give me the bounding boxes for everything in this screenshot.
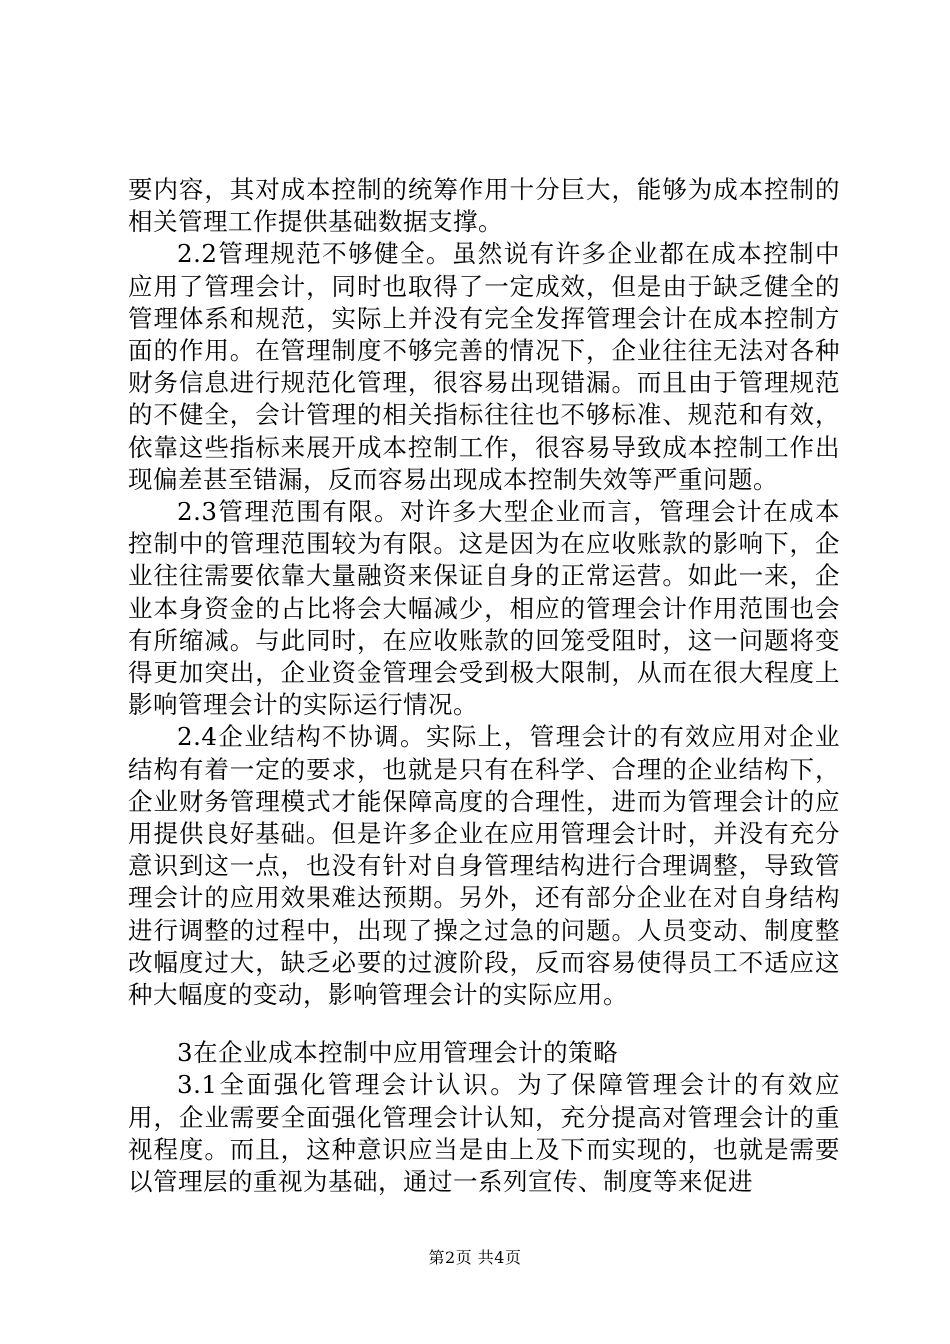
section-heading-3: 3在企业成本控制中应用管理会计的策略 [177,1038,619,1068]
paragraph-3-1: 3.1全面强化管理会计认识。为了保障管理会计的有效应用，企业需要全面强化管理会计认知，充分提高对管理会计的重视程度。而且，这种意识应当是由上及下而实现的，也就是需要以管理层的重视为基础，通过一系列宣传、制度等来促进 [128,1070,840,1197]
document-body [128,174,840,1198]
paragraph-continuation: 要内容，其对成本控制的统筹作用十分巨大，能够为成本控制的相关管理工作提供基础数据支撑。 [128,175,840,237]
page-footer: 第2页 共4页 [428,1248,522,1267]
paragraph-2-4: 2.4企业结构不协调。实际上，管理会计的有效应用对企业结构有着一定的要求，也就是只有在科学、合理的企业结构下，企业财务管理模式才能保障高度的合理性，进而为管理会计的应用提供良好基础。但是许多企业在应用管理会计时，并没有充分意识到这一点，也没有针对自身管理结构进行合理调整，导致管理会计的应用效果难达预期。另外，还有部分企业在对自身结构进行调整的过程中，出现了操之过急的问题。人员变动、制度整改幅度过大，缺乏必要的过渡阶段，反而容易使得员工不适应这种大幅度的变动，影响管理会计的实际应用。 [128,722,840,1010]
paragraph-2-2: 2.2管理规范不够健全。虽然说有许多企业都在成本控制中应用了管理会计，同时也取得了一定成效，但是由于缺乏健全的管理体系和规范，实际上并没有完全发挥管理会计在成本控制方面的作用。在管理制度不够完善的情况下，企业往往无法对各种财务信息进行规范化管理，很容易出现错漏。而且由于管理规范的不健全，会计管理的相关指标往往也不够标准、规范和有效，依靠这些指标来展开成本控制工作，很容易导致成本控制工作出现偏差甚至错漏，反而容易出现成本控制失效等严重问题。 [128,239,840,494]
paragraph-2-3: 2.3管理范围有限。对许多大型企业而言，管理会计在成本控制中的管理范围较为有限。这是因为在应收账款的影响下，企业往往需要依靠大量融资来保证自身的正常运营。如此一来，企业本身资金的占比将会大幅减少，相应的管理会计作用范围也会有所缩减。与此同时，在应收账款的回笼受阻时，这一问题将变得更加突出，企业资金管理会受到极大限制，从而在很大程度上影响管理会计的实际运行情况。 [128,497,840,720]
